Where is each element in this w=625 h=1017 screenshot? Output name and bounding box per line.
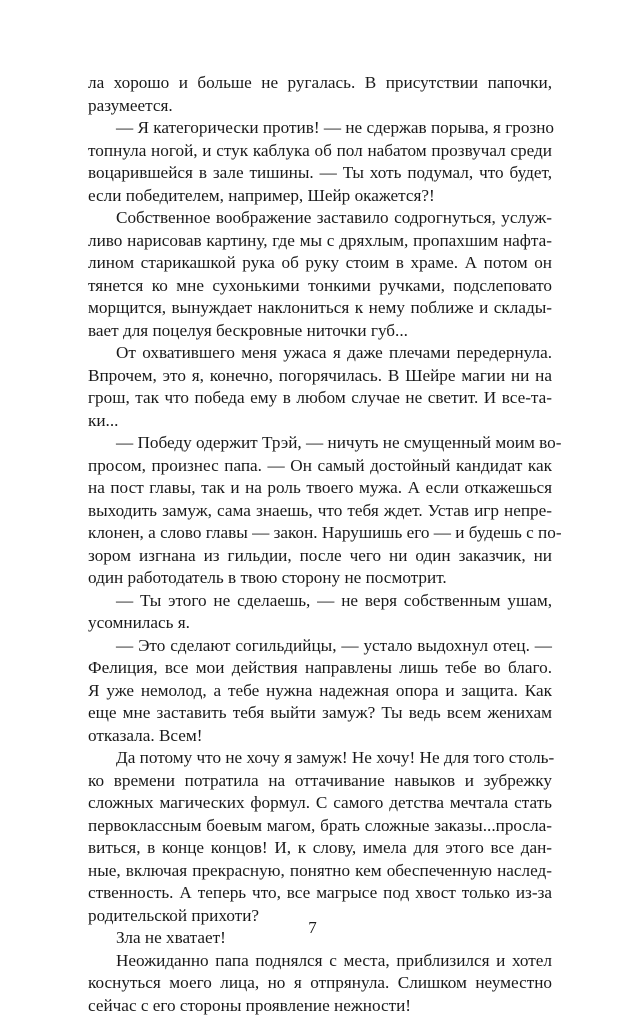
text-line: родительской прихоти? <box>88 905 552 928</box>
text-line: Неожиданно папа поднялся с места, приблизился и хотел <box>88 950 552 973</box>
text-line: — Это сделают согильдийцы, — устало выдохнул отец. — <box>88 635 552 658</box>
text-line: воцарившейся в зале тишины. — Ты хоть подумал, что будет, <box>88 162 552 185</box>
text-line: ливо нарисовав картину, где мы с дряхлым, пропахшим нафта- <box>88 230 552 253</box>
text-line: просом, произнес папа. — Он самый достойный кандидат как <box>88 455 552 478</box>
paragraph <box>88 207 552 342</box>
page-number: 7 <box>0 918 625 938</box>
paragraph <box>88 117 552 207</box>
text-line: если победителем, например, Шейр окажется?! <box>88 185 552 208</box>
text-line: лином старикашкой рука об руку стоим в храме. А потом он <box>88 252 552 275</box>
paragraph <box>88 342 552 432</box>
text-line: морщится, вынуждает наклониться к нему поближе и склады- <box>88 297 552 320</box>
paragraph <box>88 432 552 590</box>
text-line: клонен, а слово главы — закон. Нарушишь его — и будешь с по- <box>88 522 552 545</box>
text-line: Да потому что не хочу я замуж! Не хочу! Не для того столь- <box>88 747 552 770</box>
text-line: ственность. А теперь что, все магрысе под хвост только из-за <box>88 882 552 905</box>
text-line: виться, в конце концов! И, к слову, имела для этого все дан- <box>88 837 552 860</box>
text-line: Фелиция, все мои действия направлены лишь тебе во благо. <box>88 657 552 680</box>
text-line: грош, так что победа ему в любом случае не светит. И все-та- <box>88 387 552 410</box>
text-line: усомнилась я. <box>88 612 552 635</box>
text-line: Я уже немолод, а тебе нужна надежная опора и защита. Как <box>88 680 552 703</box>
paragraph <box>88 590 552 635</box>
text-line: Впрочем, это я, конечно, погорячилась. В Шейре магии ни на <box>88 365 552 388</box>
text-line: топнула ногой, и стук каблука об пол набатом прозвучал среди <box>88 140 552 163</box>
text-line: От охватившего меня ужаса я даже плечами передернула. <box>88 342 552 365</box>
text-line: сложных магических формул. С самого детства мечтала стать <box>88 792 552 815</box>
paragraph <box>88 72 552 117</box>
text-line: сейчас с его стороны проявление нежности! <box>88 995 552 1017</box>
text-line: разумеется. <box>88 95 552 118</box>
paragraph <box>88 635 552 748</box>
text-line: ко времени потратила на оттачивание навыков и зубрежку <box>88 770 552 793</box>
text-line: Собственное воображение заставило содрогнуться, услуж- <box>88 207 552 230</box>
text-line: на пост главы, так и на роль твоего мужа. А если откажешься <box>88 477 552 500</box>
text-line: Зла не хватает! <box>88 927 552 950</box>
paragraph <box>88 950 552 1017</box>
text-line: — Ты этого не сделаешь, — не веря собственным ушам, <box>88 590 552 613</box>
text-line: коснуться моего лица, но я отпрянула. Слишком неуместно <box>88 972 552 995</box>
text-line: первоклассным боевым магом, брать сложные заказы...просла- <box>88 815 552 838</box>
text-line: — Я категорически против! — не сдержав порыва, я грозно <box>88 117 552 140</box>
text-line: ки... <box>88 410 552 433</box>
text-line: тянется ко мне сухонькими тонкими ручками, подслеповато <box>88 275 552 298</box>
text-line: один работодатель в твою сторону не посмотрит. <box>88 567 552 590</box>
page-body <box>88 72 552 1017</box>
text-line: — Победу одержит Трэй, — ничуть не смущенный моим во- <box>88 432 552 455</box>
text-line: вает для поцелуя бескровные ниточки губ... <box>88 320 552 343</box>
text-line: выходить замуж, сама знаешь, что тебя ждет. Устав игр непре- <box>88 500 552 523</box>
text-line: ла хорошо и больше не ругалась. В присутствии папочки, <box>88 72 552 95</box>
text-line: зором изгнана из гильдии, после чего ни один заказчик, ни <box>88 545 552 568</box>
paragraph <box>88 747 552 927</box>
text-line: отказала. Всем! <box>88 725 552 748</box>
text-line: еще мне заставить тебя выйти замуж? Ты ведь всем женихам <box>88 702 552 725</box>
text-line: ные, включая прекрасную, понятно кем обеспеченную наслед- <box>88 860 552 883</box>
